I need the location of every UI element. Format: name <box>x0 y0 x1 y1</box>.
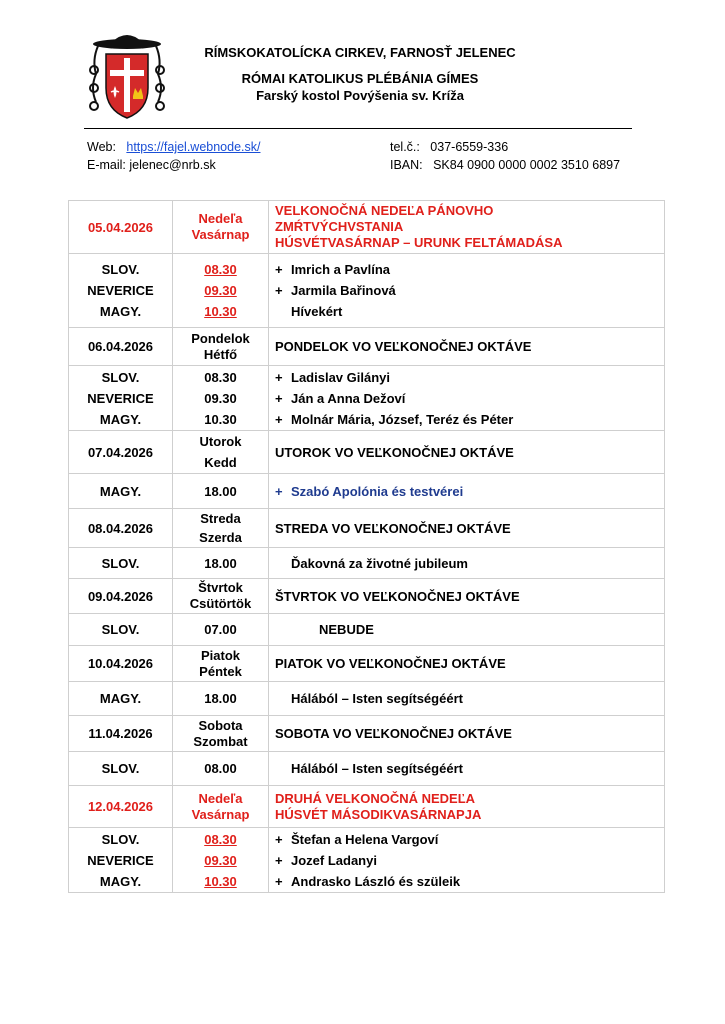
date-cell: 09.04.2026 <box>69 579 173 614</box>
time-cell <box>173 254 269 328</box>
language-label: SLOV. <box>69 752 173 786</box>
iban-value: SK84 0900 0000 0002 3510 6897 <box>433 158 621 172</box>
language-label: SLOV. <box>101 369 140 385</box>
language-label: SLOV. <box>101 262 140 277</box>
day-name-sk: Nedeľa <box>198 211 243 226</box>
day-row <box>69 716 665 752</box>
language-label: MAGY. <box>69 682 173 716</box>
day-name-sk: Pondelok <box>191 330 250 346</box>
iban-label: IBAN: <box>390 158 423 172</box>
day-name-sk: Streda <box>200 511 241 526</box>
language-label: SLOV. <box>101 831 140 847</box>
header-parish-name-sk: RÍMSKOKATOLÍCKA CIRKEV, FARNOSŤ JELENEC <box>204 45 516 60</box>
day-row <box>69 509 665 548</box>
day-name-sk: Sobota <box>198 717 243 733</box>
plus-sign: + <box>275 262 283 277</box>
language-label: NEVERICE <box>87 390 154 406</box>
intention-cell <box>269 682 665 716</box>
masses-row <box>69 474 665 509</box>
email-text: E-mail: jelenec@nrb.sk <box>87 158 216 172</box>
intention: Ján a Anna Dežoví <box>291 390 406 406</box>
mass-time: 09.30 <box>204 390 237 406</box>
intention: Andrasko László és szüleik <box>291 873 461 889</box>
language-label: NEVERICE <box>87 852 154 868</box>
tel-value: 037-6559-336 <box>430 140 509 154</box>
day-row <box>69 786 665 828</box>
intention-cell <box>269 254 665 328</box>
intention-cell <box>269 366 665 431</box>
intention: Jozef Ladanyi <box>291 852 377 868</box>
mass-time: 09.30 <box>204 852 237 868</box>
feast-line: VELKONOČNÁ NEDEĽA PÁNOVHO <box>275 203 494 218</box>
feast-cell <box>269 786 665 828</box>
day-cell <box>173 328 269 366</box>
masses-row <box>69 548 665 579</box>
plus-sign: + <box>275 831 283 847</box>
intention: Štefan a Helena Vargoví <box>291 831 439 847</box>
time-cell <box>173 366 269 431</box>
masses-row <box>69 828 665 893</box>
feast-line: HÚSVÉTVASÁRNAP – URUNK FELTÁMADÁSA <box>275 235 563 250</box>
day-cell <box>173 509 269 548</box>
mass-time: 08.30 <box>204 831 237 847</box>
parish-coat-of-arms <box>84 30 170 120</box>
day-cell <box>173 716 269 752</box>
intention: Imrich a Pavlína <box>291 262 390 277</box>
language-label: SLOV. <box>69 614 173 646</box>
mass-time: 10.30 <box>204 873 237 889</box>
day-row <box>69 431 665 474</box>
feast-cell: SOBOTA VO VEĽKONOČNEJ OKTÁVE <box>269 716 665 752</box>
day-row <box>69 579 665 614</box>
header-divider <box>84 128 632 129</box>
mass-time: 10.30 <box>204 304 237 319</box>
feast-line: DRUHÁ VELKONOČNÁ NEDEĽA <box>275 790 476 806</box>
intention: Ladislav Gilányi <box>291 369 390 385</box>
day-name-hu: Szombat <box>193 733 248 749</box>
plus-sign: + <box>275 852 283 868</box>
plus-sign: + <box>275 411 283 427</box>
header-parish-name-hu: RÓMAI KATOLIKUS PLÉBÁNIA GÍMES <box>241 71 479 86</box>
day-row <box>69 646 665 682</box>
time-cell <box>173 828 269 893</box>
intention: Hálából – Isten segítségéért <box>291 691 463 706</box>
day-name-sk: Utorok <box>199 434 242 449</box>
date-cell: 11.04.2026 <box>69 716 173 752</box>
date-cell: 07.04.2026 <box>69 431 173 474</box>
intention: Szabó Apolónia és testvérei <box>291 483 464 499</box>
mass-schedule-table <box>68 200 665 893</box>
date-cell: 10.04.2026 <box>69 646 173 682</box>
day-name-hu: Vasárnap <box>191 806 250 822</box>
plus-sign: + <box>275 369 283 385</box>
day-cell <box>173 579 269 614</box>
feast-cell: ŠTVRTOK VO VEĽKONOČNEJ OKTÁVE <box>269 579 665 614</box>
language-label: MAGY. <box>99 873 142 889</box>
language-label: MAGY. <box>99 304 142 319</box>
day-name-hu: Kedd <box>204 455 237 470</box>
day-name-hu: Szerda <box>199 530 242 545</box>
masses-row <box>69 752 665 786</box>
mass-time: 10.30 <box>204 411 237 427</box>
tel-label: tel.č.: <box>390 140 420 154</box>
day-cell <box>173 786 269 828</box>
mass-time: 18.00 <box>173 548 269 579</box>
language-label: SLOV. <box>69 548 173 579</box>
feast-cell: PONDELOK VO VEĽKONOČNEJ OKTÁVE <box>269 328 665 366</box>
intention-cell <box>269 614 665 646</box>
feast-cell: UTOROK VO VEĽKONOČNEJ OKTÁVE <box>269 431 665 474</box>
intention-cell <box>269 828 665 893</box>
mass-time: 18.00 <box>173 682 269 716</box>
masses-row <box>69 254 665 328</box>
web-row <box>87 140 260 154</box>
day-name-hu: Péntek <box>199 663 242 679</box>
day-row <box>69 328 665 366</box>
day-cell <box>173 646 269 682</box>
day-row <box>69 201 665 254</box>
masses-row <box>69 682 665 716</box>
mass-time: 09.30 <box>204 283 237 298</box>
day-name-sk: Piatok <box>200 647 240 663</box>
mass-time: 08.30 <box>204 369 237 385</box>
intention: Hívekért <box>291 304 343 319</box>
masses-row <box>69 366 665 431</box>
plus-sign: + <box>275 283 283 298</box>
web-label: Web: <box>87 140 116 154</box>
intention: Jarmila Bařinová <box>291 283 396 298</box>
intention: Ďakovná za životné jubileum <box>291 555 468 571</box>
day-cell <box>173 201 269 254</box>
day-name-hu: Vasárnap <box>191 227 250 242</box>
header-church-name: Farský kostol Povýšenia sv. Kríža <box>256 88 464 103</box>
language-label: MAGY. <box>69 474 173 509</box>
feast-cell: STREDA VO VEĽKONOČNEJ OKTÁVE <box>269 509 665 548</box>
feast-line: ZMŔTVÝCHVSTANIA <box>275 219 404 234</box>
mass-time: 07.00 <box>173 614 269 646</box>
day-name-sk: Štvrtok <box>198 580 243 595</box>
masses-row <box>69 614 665 646</box>
day-name-sk: Nedeľa <box>198 790 243 806</box>
feast-line: HÚSVÉT MÁSODIKVASÁRNAPJA <box>275 806 482 822</box>
intention: Hálából – Isten segítségéért <box>291 761 463 776</box>
plus-sign: + <box>275 483 283 499</box>
language-cell <box>69 828 173 893</box>
day-name-hu: Hétfő <box>203 346 238 362</box>
mass-time: 18.00 <box>173 474 269 509</box>
date-cell: 08.04.2026 <box>69 509 173 548</box>
tel-row <box>390 140 508 154</box>
web-link[interactable]: https://fajel.webnode.sk/ <box>126 140 261 154</box>
date-cell: 12.04.2026 <box>69 786 173 828</box>
intention-cell <box>269 474 665 509</box>
feast-cell: PIATOK VO VEĽKONOČNEJ OKTÁVE <box>269 646 665 682</box>
language-cell <box>69 366 173 431</box>
intention: Molnár Mária, József, Teréz és Péter <box>291 411 514 427</box>
mass-time: 08.30 <box>204 262 237 277</box>
iban-row <box>390 158 620 172</box>
plus-sign: + <box>275 390 283 406</box>
date-cell: 05.04.2026 <box>69 201 173 254</box>
intention-cell <box>269 548 665 579</box>
mass-time: 08.00 <box>173 752 269 786</box>
plus-sign: + <box>275 873 283 889</box>
intention-cell <box>269 752 665 786</box>
day-name-hu: Csütörtök <box>189 596 252 611</box>
language-label: MAGY. <box>99 411 142 427</box>
language-cell <box>69 254 173 328</box>
language-label: NEVERICE <box>87 283 154 298</box>
feast-cell <box>269 201 665 254</box>
day-cell <box>173 431 269 474</box>
intention: NEBUDE <box>319 622 374 637</box>
date-cell: 06.04.2026 <box>69 328 173 366</box>
